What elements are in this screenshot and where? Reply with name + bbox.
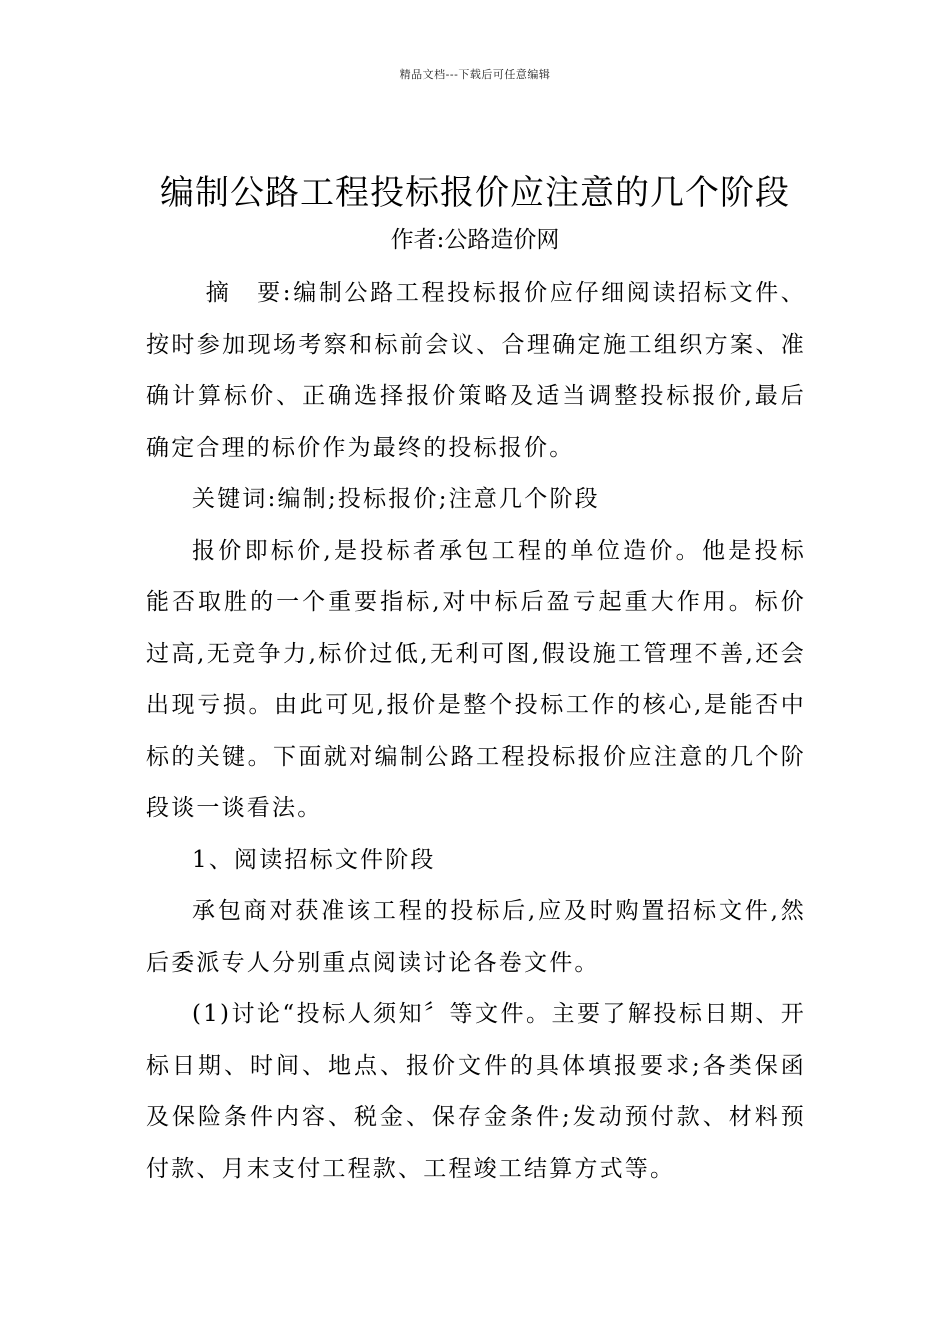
body-paragraph: 承包商对获准该工程的投标后,应及时购置招标文件,然后委派专人分别重点阅读讨论各卷文件。	[146, 898, 806, 976]
page-title: 编制公路工程投标报价应注意的几个阶段	[160, 173, 790, 213]
header-note: 精品文档---下载后可任意编辑	[399, 68, 551, 81]
abstract-paragraph: 摘 要:编制公路工程投标报价应仔细阅读招标文件、按时参加现场考察和标前会议、合理确定施工组织方案、准确计算标价、正确选择报价策略及适当调整投标报价,最后确定合理的标价作为最终的投标报价。	[146, 280, 806, 461]
body-paragraph: 报价即标价,是投标者承包工程的单位造价。他是投标能否取胜的一个重要指标,对中标后盈亏起重大作用。标价过高,无竞争力,标价过低,无利可图,假设施工管理不善,还会出现亏损。由此可见,报价是整个投标工作的核心,是能否中标的关键。下面就对编制公路工程投标报价应注意的几个阶段谈一谈看法。	[146, 537, 806, 821]
section-heading: 1、阅读招标文件阶段	[192, 846, 436, 873]
body-paragraph: (1)讨论“投标人须知〞等文件。主要了解投标日期、开标日期、时间、地点、报价文件的具体填报要求;各类保函及保险条件内容、税金、保存金条件;发动预付款、材料预付款、月末支付工程款、工程竣工结算方式等。	[146, 1001, 806, 1182]
article-body	[146, 268, 806, 1195]
keywords-paragraph: 关键词:编制;投标报价;注意几个阶段	[192, 486, 600, 512]
author-line: 作者:公路造价网	[390, 227, 560, 253]
